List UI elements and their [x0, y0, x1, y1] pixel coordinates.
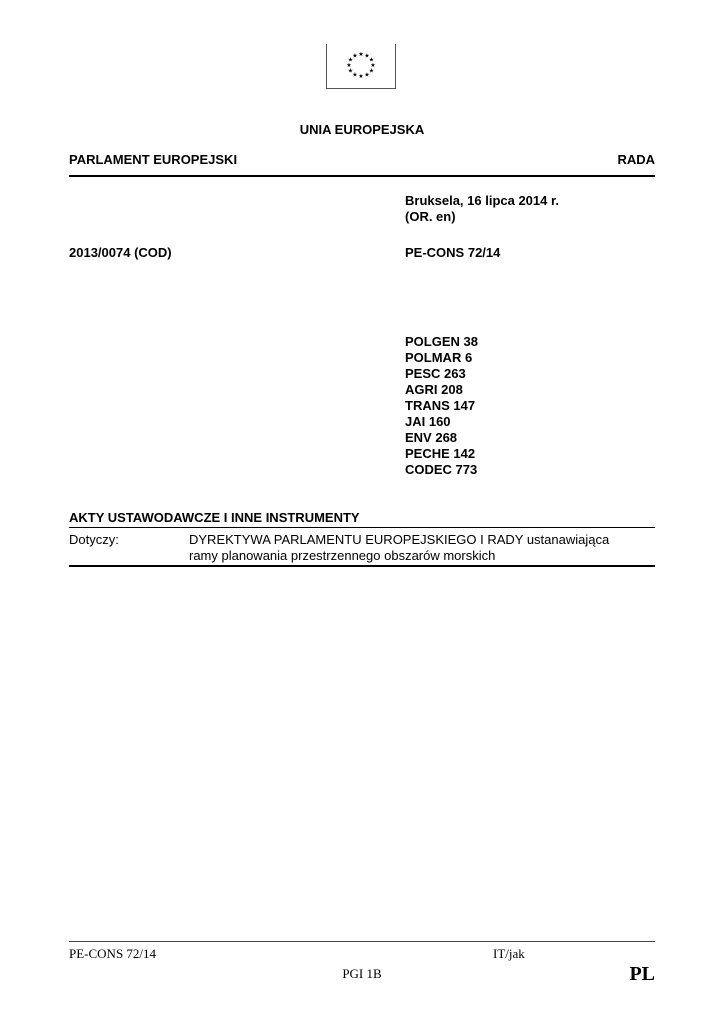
code-item: POLGEN 38 — [405, 334, 478, 349]
eu-stars-icon — [327, 44, 395, 88]
code-item: PESC 263 — [405, 366, 466, 381]
code-item: CODEC 773 — [405, 462, 478, 477]
code-item: POLMAR 6 — [405, 350, 473, 365]
footer-initials: IT/jak — [493, 946, 525, 961]
svg-text:★: ★ — [368, 67, 375, 75]
code-item: TRANS 147 — [405, 398, 476, 413]
svg-text:★: ★ — [346, 62, 352, 69]
svg-text:★: ★ — [358, 73, 364, 80]
section-rule — [69, 527, 655, 528]
procedure-number: 2013/0074 (COD) — [69, 245, 172, 260]
subject-line-2: ramy planowania przestrzennego obszarów morskich — [189, 548, 496, 563]
footer-department: PGI 1B — [342, 966, 382, 981]
svg-text:★: ★ — [347, 56, 354, 64]
svg-text:★: ★ — [364, 52, 370, 60]
code-item: PECHE 142 — [405, 446, 476, 461]
place-date: Bruksela, 16 lipca 2014 r. — [405, 193, 559, 208]
code-item: JAI 160 — [405, 414, 451, 429]
svg-text:★: ★ — [347, 67, 354, 75]
union-title: UNIA EUROPEJSKA — [299, 122, 425, 137]
subject-line-1: DYREKTYWA PARLAMENTU EUROPEJSKIEGO I RADY ustanawiająca — [189, 532, 610, 547]
svg-text:★: ★ — [352, 52, 358, 60]
svg-text:★: ★ — [370, 62, 376, 69]
header-rule — [69, 175, 655, 177]
eu-flag-logo — [326, 44, 396, 89]
footer-language: PL — [629, 963, 655, 985]
code-item: AGRI 208 — [405, 382, 463, 397]
document-reference: PE-CONS 72/14 — [405, 245, 501, 260]
svg-text:★: ★ — [352, 71, 358, 79]
svg-text:★: ★ — [364, 71, 370, 79]
svg-text:★: ★ — [358, 51, 364, 58]
footer-reference: PE-CONS 72/14 — [69, 946, 157, 961]
svg-text:★: ★ — [368, 56, 375, 64]
original-language: (OR. en) — [405, 209, 456, 224]
institution-council: RADA — [617, 152, 655, 167]
footer-rule — [69, 941, 655, 942]
classification-codes — [405, 334, 478, 478]
subject-label: Dotyczy: — [69, 532, 119, 547]
code-item: ENV 268 — [405, 430, 458, 445]
subject-rule — [69, 565, 655, 567]
institution-parliament: PARLAMENT EUROPEJSKI — [69, 152, 238, 167]
section-title: AKTY USTAWODAWCZE I INNE INSTRUMENTY — [69, 510, 360, 525]
